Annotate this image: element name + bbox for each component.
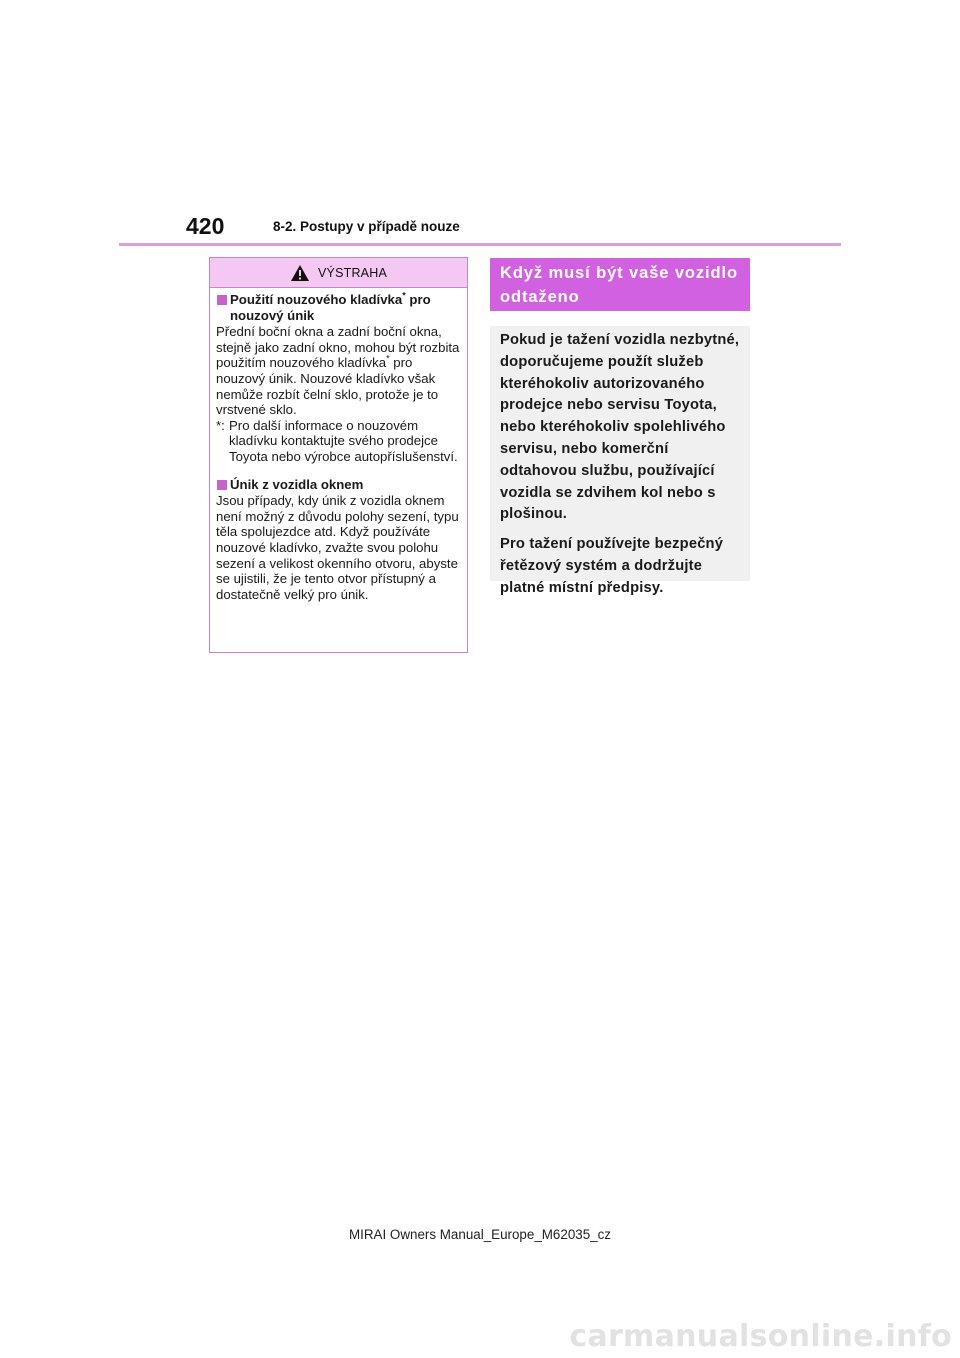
warning-section-window-escape: [216, 477, 461, 603]
footnote-mark: *:: [216, 417, 225, 433]
warning-header: [210, 258, 467, 288]
warning-section-title-text: Únik z vozidla oknem: [230, 476, 364, 492]
square-bullet-icon: [217, 295, 227, 305]
warning-section-title: [216, 477, 461, 493]
warning-body: [210, 288, 467, 602]
warning-text-part: pro nouzový únik. Nouzové kladívko však nemůže rozbít čelní sklo, protože je to vrstvené sklo.: [216, 355, 439, 418]
info-box: [490, 326, 750, 596]
warning-section-title: [216, 292, 461, 323]
info-paragraph: Pokud je tažení vozidla nezbytné, doporučujeme použít služeb kteréhokoliv autorizovaného prodejce nebo servisu Toyota, nebo kteréhokoliv spolehlivého servisu, nebo komerční odtahovou službu, používající vozidla se zdvihem kol nebo s plošinou.: [500, 332, 740, 523]
info-paragraph: Pro tažení používejte bezpečný řetězový systém a dodržujte platné místní předpisy.: [500, 536, 724, 596]
warning-section-text: Jsou případy, kdy únik z vozidla oknem není možný z důvodu polohy sezení, typu těla spolujezdce atd. Když používáte nouzové kladívko, zvažte svou polohu sezení a velikost okenního otvoru, abyste se ujistili, že je tento otvor přístupný a dostatečně velký pro únik.: [216, 493, 459, 602]
square-bullet-icon: [217, 480, 227, 490]
warning-section-emergency-hammer: [216, 292, 461, 465]
warning-section-text: [216, 324, 461, 418]
footnote-text: Pro další informace o nouzovém kladívku kontaktujte svého prodejce Toyota nebo výrobce autopříslušenství.: [229, 417, 458, 464]
warning-triangle-icon: [290, 264, 310, 282]
warning-section-title-text: Použití nouzového kladívka: [230, 292, 403, 307]
warning-box: [209, 257, 468, 653]
warning-text-part: Přední boční okna a zadní boční okna, stejně jako zadní okno, mohou být rozbita použitím nouzového kladívka: [216, 324, 460, 371]
section-title: 8-2. Postupy v případě nouze: [273, 219, 460, 234]
footnote-marker: *: [386, 353, 390, 364]
topic-title-banner: Když musí být vaše vozidlo odtaženo: [490, 258, 750, 311]
watermark: carmanualsonline.info: [569, 1319, 952, 1354]
header-divider: [119, 243, 841, 246]
footnote: [216, 418, 461, 465]
warning-label: VÝSTRAHA: [318, 265, 387, 280]
page-number: 420: [186, 213, 225, 239]
page-footer: MIRAI Owners Manual_Europe_M62035_cz: [349, 1227, 611, 1242]
footnote-marker: *: [402, 290, 406, 301]
warning-section-title-text-end: pro nouzový únik: [230, 292, 431, 323]
